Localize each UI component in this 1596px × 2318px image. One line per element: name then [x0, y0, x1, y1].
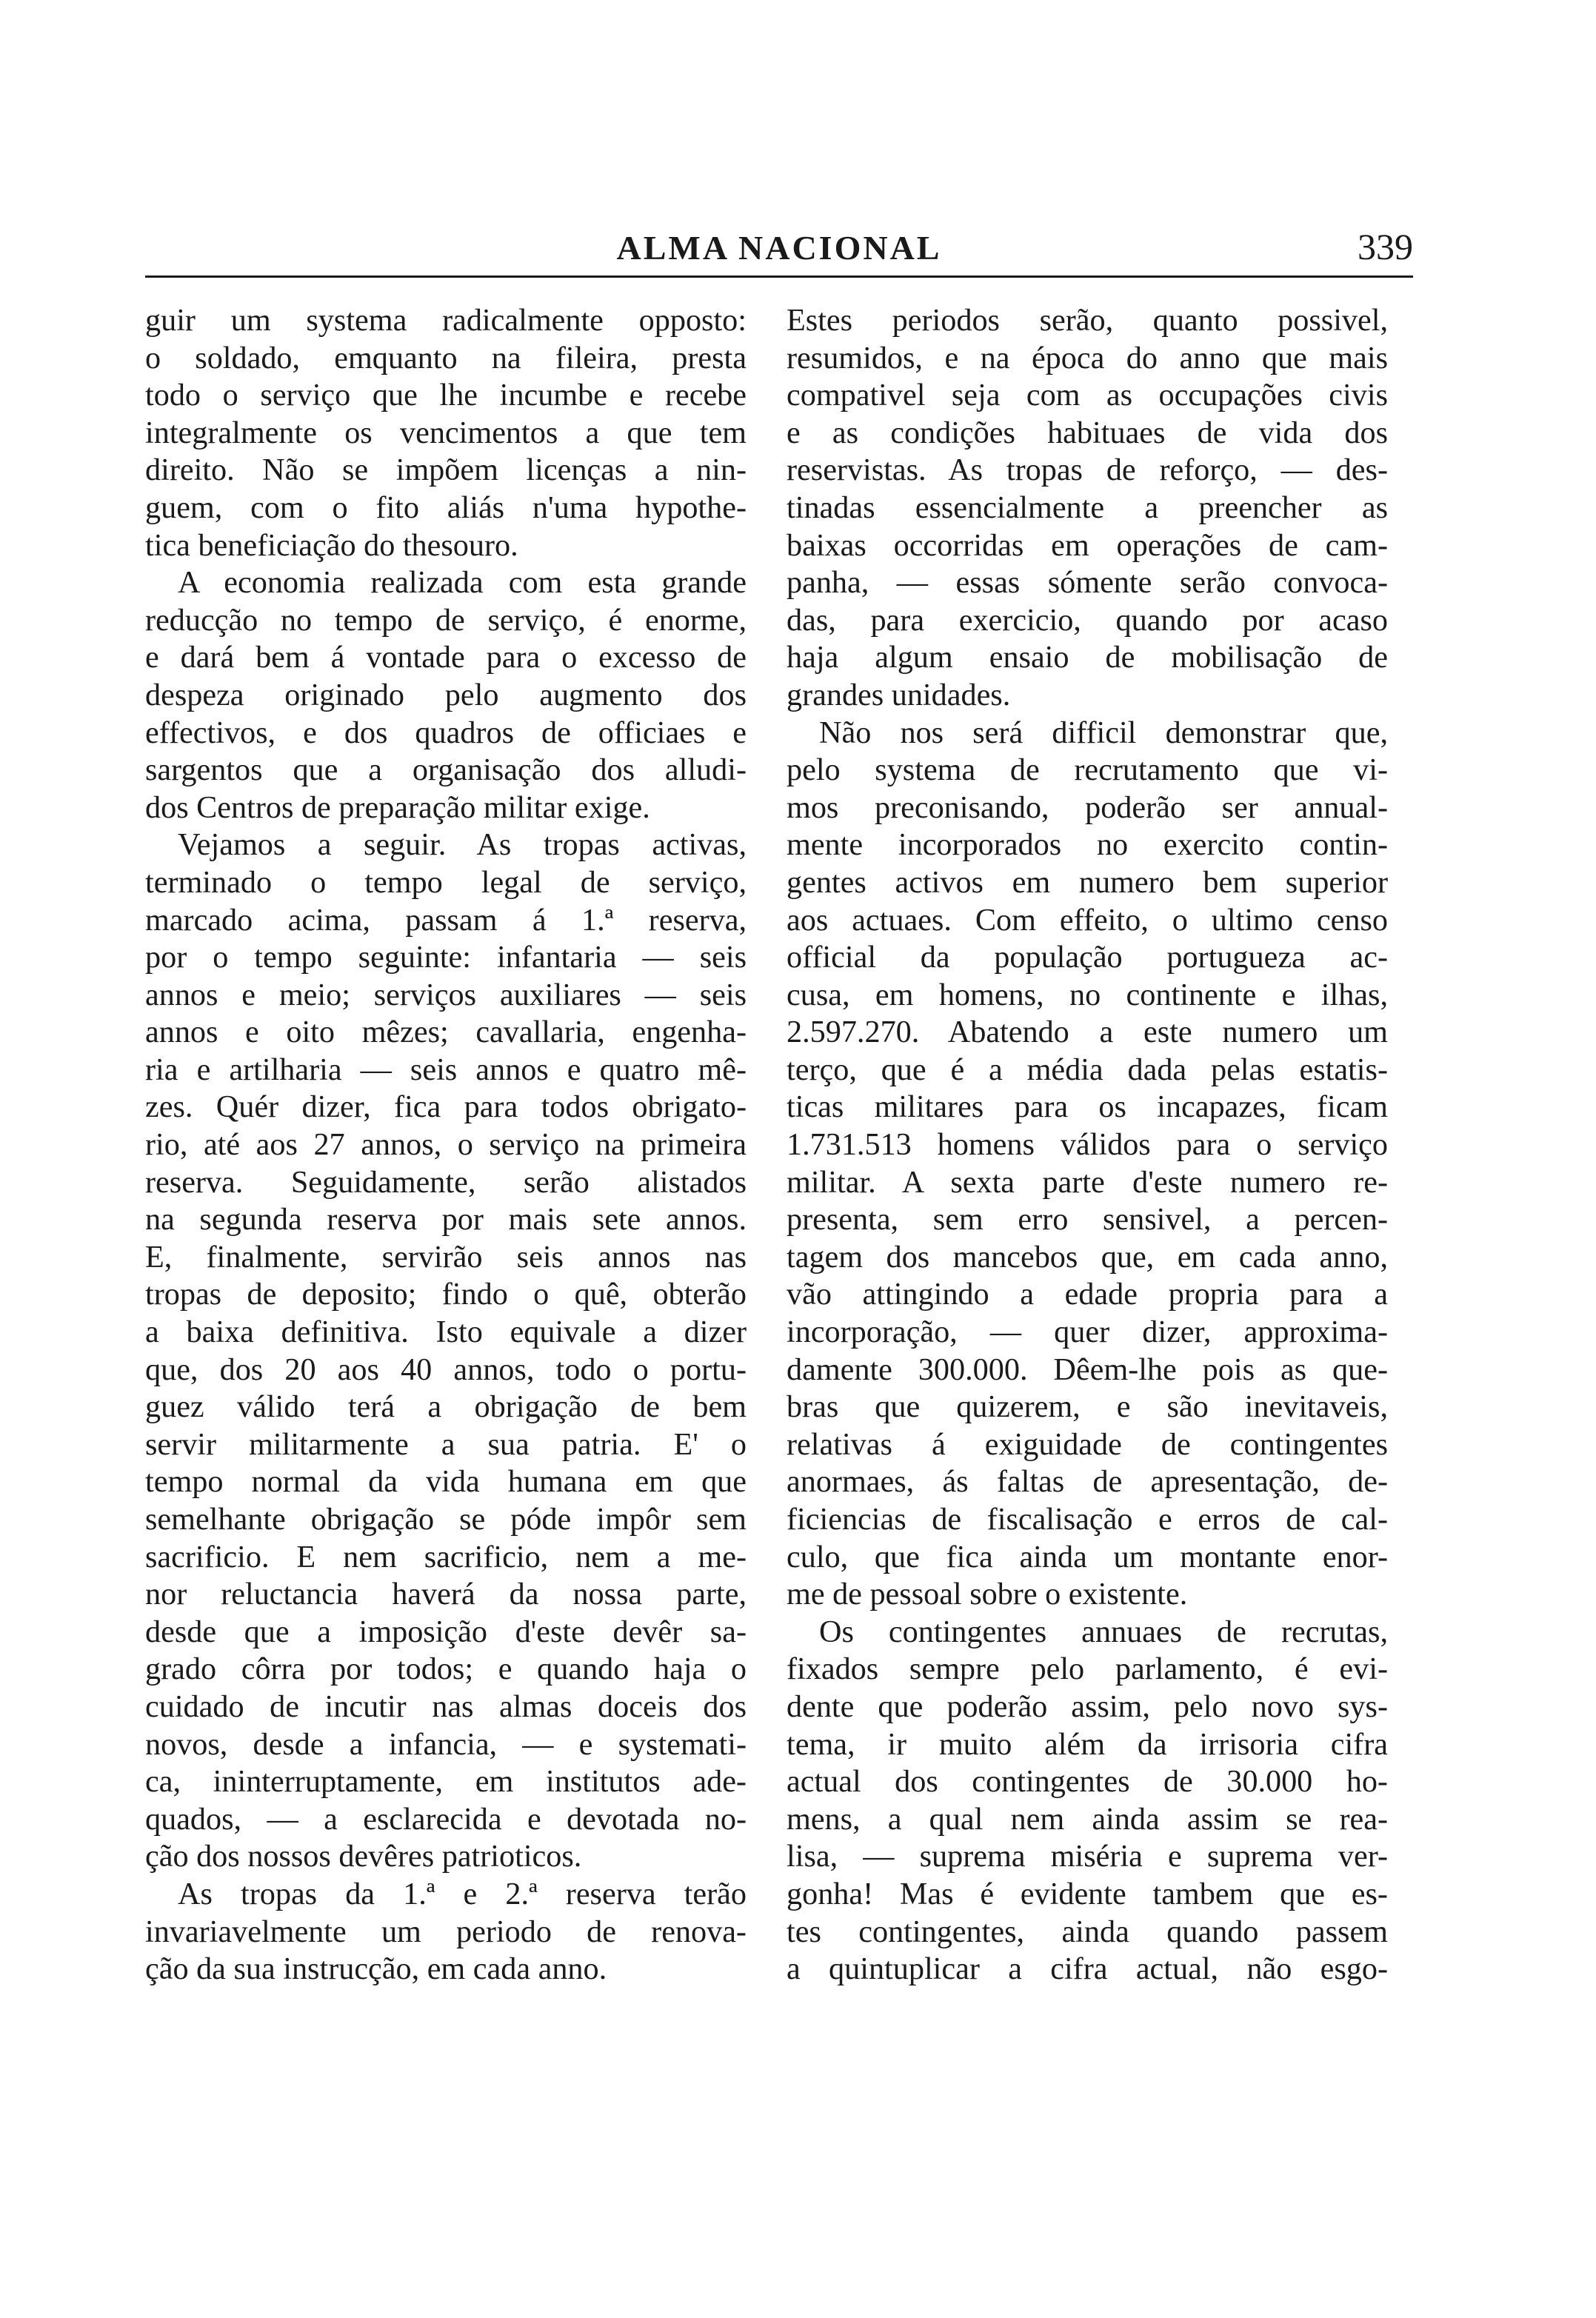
running-title: ALMA NACIONAL: [616, 229, 942, 267]
text-line: aos actuaes. Com effeito, o ultimo censo: [787, 902, 1388, 938]
page-number: 339: [1358, 226, 1413, 267]
text-line: dente que poderão assim, pelo novo sys-: [787, 1689, 1388, 1724]
text-line: mens, a qual nem ainda assim se rea-: [787, 1801, 1388, 1837]
page-header: [145, 224, 1413, 275]
text-line: tagem dos mancebos que, em cada anno,: [787, 1239, 1388, 1275]
text-line: quados, — a esclarecida e devotada no-: [145, 1801, 747, 1837]
text-line: me de pessoal sobre o existente.: [787, 1577, 1188, 1612]
text-line: gonha! Mas é evidente tambem que es-: [787, 1876, 1388, 1911]
text-line: A economia realizada com esta grande: [178, 565, 747, 601]
text-line: damente 300.000. Dêem-lhe pois as que-: [787, 1352, 1388, 1387]
text-line: cuidado de incutir nas almas doceis dos: [145, 1689, 747, 1724]
text-line: Não nos será difficil demonstrar que,: [819, 715, 1388, 750]
text-line: 1.731.513 homens válidos para o serviço: [787, 1127, 1388, 1163]
text-line: terço, que é a média dada pelas estatis-: [787, 1052, 1388, 1087]
text-line: vão attingindo a edade propria para a: [787, 1277, 1388, 1312]
text-line: fixados sempre pelo parlamento, é evi-: [787, 1651, 1388, 1687]
text-line: tempo normal da vida humana em que: [145, 1464, 747, 1500]
text-line: todo o serviço que lhe incumbe e recebe: [145, 378, 747, 413]
text-line: ria e artilharia — seis annos e quatro mê-: [145, 1052, 747, 1087]
text-line: grado côrra por todos; e quando haja o: [145, 1651, 747, 1687]
text-line: a quintuplicar a cifra actual, não esgo-: [787, 1951, 1388, 1987]
text-line: relativas á exiguidade de contingentes: [787, 1426, 1388, 1462]
text-line: ca, ininterruptamente, em institutos ade-: [145, 1764, 747, 1800]
text-line: ficiencias de fiscalisação e erros de cal-: [787, 1502, 1388, 1537]
left-column: [145, 302, 747, 1988]
text-line: o soldado, emquanto na fileira, presta: [145, 340, 747, 375]
text-line: invariavelmente um periodo de renova-: [145, 1914, 747, 1949]
text-line: despeza originado pelo augmento dos: [145, 677, 747, 712]
text-line: terminado o tempo legal de serviço,: [145, 864, 747, 900]
text-line: tes contingentes, ainda quando passem: [787, 1914, 1388, 1949]
text-line: annos e oito mêzes; cavallaria, engenha-: [145, 1015, 747, 1050]
text-line: effectivos, e dos quadros de officiaes e: [145, 715, 747, 750]
text-line: annos e meio; serviços auxiliares — seis: [145, 977, 747, 1012]
text-line: compativel seja com as occupações civis: [787, 378, 1388, 413]
text-line: tema, ir muito além da irrisoria cifra: [787, 1726, 1388, 1762]
text-line: a baixa definitiva. Isto equivale a dizer: [145, 1315, 747, 1350]
text-line: rio, até aos 27 annos, o serviço na primeira: [145, 1127, 747, 1163]
text-line: E, finalmente, servirão seis annos nas: [145, 1239, 747, 1275]
text-line: ção dos nossos devêres patrioticos.: [145, 1839, 582, 1874]
text-line: reducção no tempo de serviço, é enorme,: [145, 602, 747, 638]
text-line: reserva. Seguidamente, serão alistados: [145, 1164, 747, 1200]
text-line: baixas occorridas em operações de cam-: [787, 527, 1388, 563]
text-line: zes. Quér dizer, fica para todos obrigato-: [145, 1089, 747, 1125]
text-line: ticas militares para os incapazes, ficam: [787, 1089, 1388, 1125]
text-line: integralmente os vencimentos a que tem: [145, 415, 747, 450]
text-line: das, para exercicio, quando por acaso: [787, 602, 1388, 638]
text-line: semelhante obrigação se póde impôr sem: [145, 1502, 747, 1537]
text-line: ção da sua instrucção, em cada anno.: [145, 1951, 607, 1987]
text-line: desde que a imposição d'este devêr sa-: [145, 1614, 747, 1649]
text-line: grandes unidades.: [787, 677, 1011, 712]
text-line: direito. Não se impõem licenças a nin-: [145, 452, 747, 488]
text-line: e dará bem á vontade para o excesso de: [145, 640, 747, 675]
text-line: Estes periodos serão, quanto possivel,: [787, 303, 1388, 338]
text-line: e as condições habituaes de vida dos: [787, 415, 1388, 450]
text-line: tropas de deposito; findo o quê, obterão: [145, 1277, 747, 1312]
text-line: sargentos que a organisação dos alludi-: [145, 752, 747, 788]
text-line: gentes activos em numero bem superior: [787, 864, 1388, 900]
text-line: As tropas da 1.ª e 2.ª reserva terão: [178, 1876, 747, 1911]
text-line: nor reluctancia haverá da nossa parte,: [145, 1577, 747, 1612]
text-line: resumidos, e na época do anno que mais: [787, 340, 1388, 375]
text-line: incorporação, — quer dizer, approxima-: [787, 1315, 1388, 1350]
text-line: reservistas. As tropas de reforço, — des-: [787, 452, 1388, 488]
text-line: que, dos 20 aos 40 annos, todo o portu-: [145, 1352, 747, 1387]
text-line: anormaes, ás faltas de apresentação, de-: [787, 1464, 1388, 1500]
text-line: haja algum ensaio de mobilisação de: [787, 640, 1388, 675]
text-line: guir um systema radicalmente opposto:: [145, 303, 747, 338]
text-line: por o tempo seguinte: infantaria — seis: [145, 940, 747, 975]
text-line: servir militarmente a sua patria. E' o: [145, 1426, 747, 1462]
text-line: guez válido terá a obrigação de bem: [145, 1389, 747, 1425]
text-line: bras que quizerem, e são inevitaveis,: [787, 1389, 1388, 1425]
text-line: presenta, sem erro sensivel, a percen-: [787, 1202, 1388, 1238]
text-line: 2.597.270. Abatendo a este numero um: [787, 1015, 1388, 1050]
text-line: panha, — essas sómente serão convoca-: [787, 565, 1388, 601]
text-line: marcado acima, passam á 1.ª reserva,: [145, 902, 747, 938]
text-line: guem, com o fito aliás n'uma hypothe-: [145, 490, 747, 525]
text-line: Os contingentes annuaes de recrutas,: [819, 1614, 1388, 1649]
text-line: cusa, em homens, no continente e ilhas,: [787, 977, 1388, 1012]
text-line: official da população portugueza ac-: [787, 940, 1388, 975]
text-line: mos preconisando, poderão ser annual-: [787, 789, 1388, 825]
text-line: militar. A sexta parte d'este numero re-: [787, 1164, 1388, 1200]
header-rule: [145, 275, 1413, 278]
text-line: culo, que fica ainda um montante enor-: [787, 1539, 1388, 1574]
text-line: tica beneficiação do thesouro.: [145, 527, 518, 563]
text-line: dos Centros de preparação militar exige.: [145, 789, 650, 825]
right-column: [787, 302, 1388, 1988]
text-line: Vejamos a seguir. As tropas activas,: [178, 827, 747, 863]
text-line: sacrificio. E nem sacrificio, nem a me-: [145, 1539, 747, 1574]
text-line: na segunda reserva por mais sete annos.: [145, 1202, 747, 1238]
text-line: novos, desde a infancia, — e systemati-: [145, 1726, 747, 1762]
text-line: actual dos contingentes de 30.000 ho-: [787, 1764, 1388, 1800]
text-line: pelo systema de recrutamento que vi-: [787, 752, 1388, 788]
text-line: tinadas essencialmente a preencher as: [787, 490, 1388, 525]
text-line: mente incorporados no exercito contin-: [787, 827, 1388, 863]
text-line: lisa, — suprema miséria e suprema ver-: [787, 1839, 1388, 1874]
